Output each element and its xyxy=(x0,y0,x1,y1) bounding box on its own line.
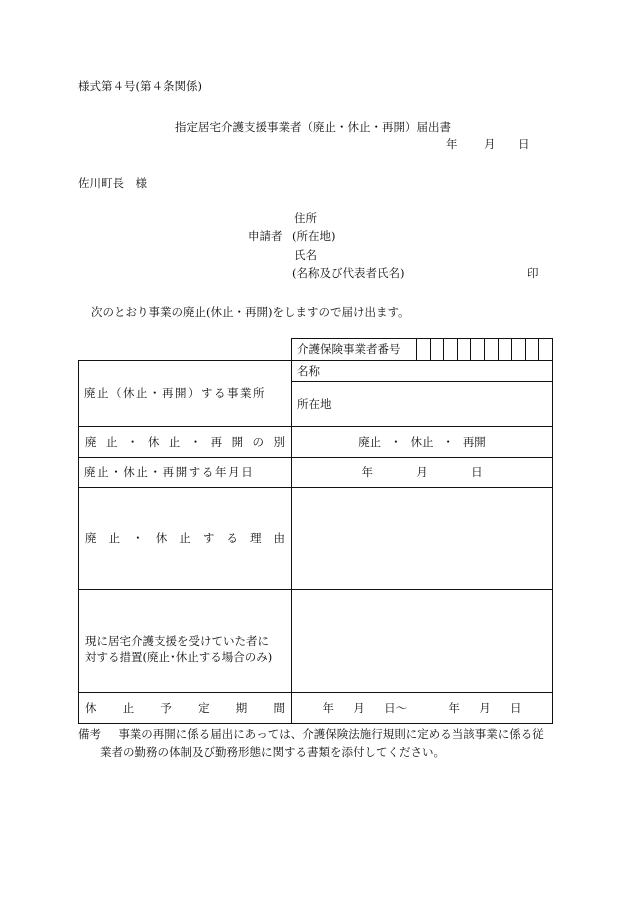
applicant-label: 申請者 xyxy=(248,229,283,243)
reason-field[interactable] xyxy=(292,488,553,590)
footnote-line1: 事業の再開に係る届出にあっては、介護保険法施行規則に定める当該事業に係る従 xyxy=(118,727,544,741)
date-label: 廃止・休止・再開する年月日 xyxy=(79,458,292,488)
office-address-label[interactable]: 所在地 xyxy=(297,396,332,411)
date-month: 月 xyxy=(484,137,496,151)
applicant-address-sub: (所在地) xyxy=(292,229,336,243)
applicant-name-label: 氏名 xyxy=(294,248,317,262)
measures-label: 現に居宅介護支援を受けていた者に 対する措置(廃止･休止する場合のみ) xyxy=(79,590,292,693)
type-options[interactable]: 廃止 ・ 休止 ・ 再開 xyxy=(292,427,553,458)
option-saikai[interactable]: 再開 xyxy=(462,434,486,449)
digit-box[interactable] xyxy=(416,339,430,360)
date-field[interactable]: 年 月 日 xyxy=(292,458,553,488)
form-number: 様式第４号(第４条関係) xyxy=(78,79,202,93)
digit-box[interactable] xyxy=(498,339,512,360)
digit-box[interactable] xyxy=(538,339,552,360)
footnote-line2: 業者の勤務の体制及び勤務形態に関する書類を添付してください。 xyxy=(100,744,445,759)
reason-label: 廃 止 ・ 休 止 す る 理 由 xyxy=(79,488,292,590)
footnote xyxy=(78,726,558,762)
office-label: 廃止（休止・再開）する事業所 xyxy=(79,361,292,427)
office-name-label[interactable]: 名称 xyxy=(292,361,552,382)
digit-box[interactable] xyxy=(457,339,471,360)
provider-number-label: 介護保険事業者番号 xyxy=(297,342,401,357)
office-cell xyxy=(292,361,553,427)
notification-form-table xyxy=(78,338,553,724)
option-kyushi[interactable]: 休止 xyxy=(410,434,434,449)
digit-box[interactable] xyxy=(511,339,525,360)
date-year: 年 xyxy=(446,137,458,151)
provider-number-boxes[interactable] xyxy=(416,339,552,360)
seal-mark: 印 xyxy=(527,266,539,280)
intro-text: 次のとおり事業の廃止(休止・再開)をしますので届け出ます。 xyxy=(91,305,410,319)
digit-box[interactable] xyxy=(430,339,444,360)
provider-number-row xyxy=(292,339,553,361)
digit-box[interactable] xyxy=(443,339,457,360)
document-title: 指定居宅介護支援事業者（廃止・休止・再開）届出書 xyxy=(175,120,451,134)
period-field[interactable]: 年 月 日～ 年 月 日 xyxy=(292,693,553,724)
digit-box[interactable] xyxy=(525,339,539,360)
type-label: 廃 止 ・ 休 止 ・ 再 開 の 別 xyxy=(79,427,292,458)
applicant-name-sub: (名称及び代表者氏名) xyxy=(292,266,405,280)
digit-box[interactable] xyxy=(484,339,498,360)
applicant-address-label: 住所 xyxy=(294,211,317,225)
measures-field[interactable] xyxy=(292,590,553,693)
digit-box[interactable] xyxy=(470,339,484,360)
option-haishi[interactable]: 廃止 xyxy=(358,434,382,449)
period-label: 休 止 予 定 期 間 xyxy=(79,693,292,724)
footnote-label: 備考 xyxy=(78,727,101,741)
addressee: 佐川町長 様 xyxy=(78,176,147,190)
date-day: 日 xyxy=(518,137,530,151)
